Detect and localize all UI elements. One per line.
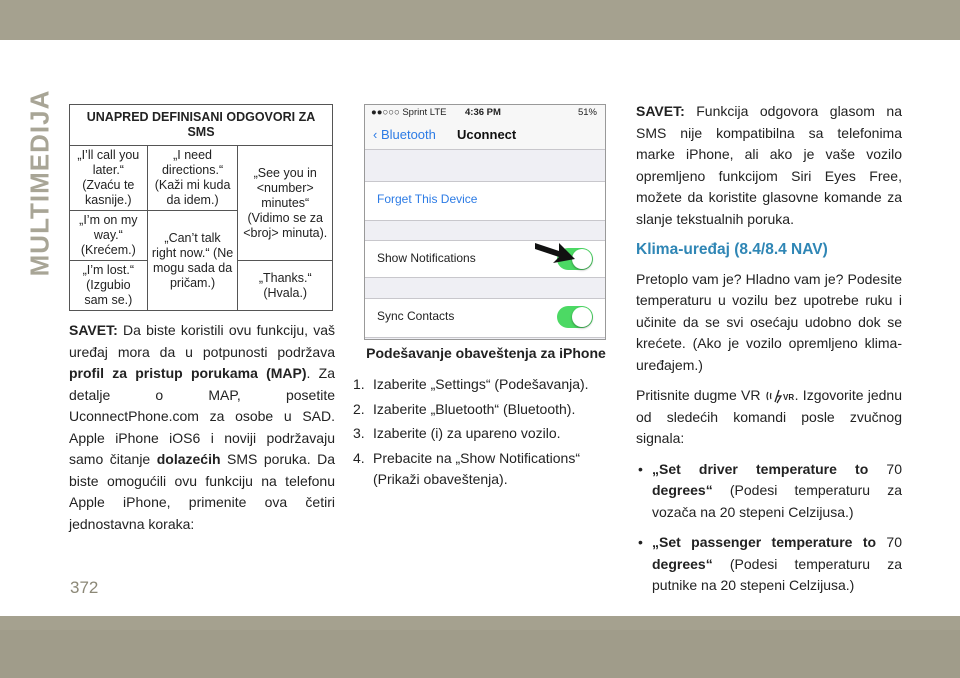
- svg-text:VR: VR: [782, 393, 794, 403]
- section-heading: Klima-uređaj (8.4/8.4 NAV): [636, 241, 828, 258]
- table-header: UNAPRED DEFINISANI ODGOVORI ZA SMS: [70, 105, 333, 146]
- body-paragraph: Pritisnite dugme VR VR . Izgovorite jednu od sledećih komandi posle zvučnog signala:: [636, 387, 902, 446]
- forget-device-label: Forget This Device: [377, 192, 478, 206]
- list-item: 2. Izaberite „Bluetooth“ (Bluetooth).: [353, 400, 576, 417]
- tip-text: Da biste koristili ovu funkciju, vaš uređaj mora da u potpunosti podržava: [69, 322, 335, 360]
- right-column: [636, 101, 902, 606]
- section-tab: [24, 89, 55, 277]
- tip-paragraph-right: SAVET: Funkcija odgovora glasom na SMS nije kompatibilna sa telefonima marke iPhone, ali ako je vaše vozilo opremljeno funkcijom Siri Eyes Free, možete da koristite glasovne komande za slanje tekstualnih poruka.: [636, 103, 902, 227]
- tip-label: SAVET:: [69, 322, 118, 338]
- table-cell: „I’m on my way.“ (Krećem.): [70, 211, 148, 261]
- table-cell: „Can’t talk right now.“ (Ne mogu sada da pričam.): [147, 211, 238, 311]
- section-tab-label: MULTIMEDIJA: [24, 89, 55, 277]
- tip-text: SMS poruka. Da biste omogućili ovu funkciju na telefonu Apple iPhone, primenite ova četiri jednostavna koraka:: [69, 451, 335, 532]
- show-notifications-label: Show Notifications: [377, 251, 476, 265]
- status-bar: [365, 105, 605, 121]
- footer-band-dark: [0, 630, 960, 678]
- sync-contacts-row: [365, 298, 605, 338]
- table-cell: „I’m lost.“ (Izgubio sam se.): [70, 261, 148, 311]
- tip-text: . Za detalje o MAP, posetite UconnectPhone.com za osobe u SAD. Apple iPhone iOS6 i noviji podržavaju samo čitanje: [69, 365, 335, 467]
- page-number: 372: [70, 578, 99, 597]
- list-item: 4. Prebacite na „Show Notifications“ (Prikaži obaveštenja).: [353, 449, 580, 487]
- back-button[interactable]: ‹ Bluetooth: [373, 127, 436, 142]
- battery-level: 51%: [577, 107, 597, 118]
- list-item: 3. Izaberite (i) za upareno vozilo.: [353, 425, 561, 441]
- steps-list: [353, 374, 615, 494]
- nav-bar: [365, 121, 605, 150]
- voice-recognition-icon: [765, 388, 795, 404]
- sync-contacts-label: Sync Contacts: [377, 309, 455, 323]
- sms-replies-table: [69, 104, 333, 311]
- iphone-screenshot: [364, 104, 606, 340]
- pointer-arrow-icon: [535, 237, 575, 265]
- table-cell: „Thanks.“ (Hvala.): [238, 261, 333, 311]
- status-time: 4:36 PM: [465, 107, 501, 118]
- tip-paragraph: [69, 320, 335, 535]
- carrier-label: ●●○○○ Sprint LTE: [371, 107, 447, 118]
- list-item: • „Set passenger temperature to 70 degrees“ (Podesi temperaturu za putnike na 20 stepeni Celzijusa.): [638, 534, 903, 593]
- table-cell: „See you in <number> minutes“ (Vidimo se za <broj> minuta).: [238, 146, 333, 261]
- table-cell: „I’ll call you later.“ (Zvaću te kasnije.): [70, 146, 148, 211]
- sync-contacts-toggle[interactable]: [557, 306, 593, 328]
- list-item: 1. Izaberite „Settings“ (Podešavanja).: [353, 376, 589, 392]
- table-cell: „I need directions.“ (Kaži mi kuda da idem.): [147, 146, 238, 211]
- tip-bold: dolazećih: [156, 451, 221, 467]
- nav-title: Uconnect: [457, 127, 517, 142]
- figure-caption: Podešavanje obaveštenja za iPhone: [366, 345, 606, 361]
- forget-device-row[interactable]: [365, 181, 605, 221]
- list-item: • „Set driver temperature to 70 degrees“ (Podesi temperaturu za vozača na 20 stepeni Celzijusa.): [638, 460, 903, 520]
- body-paragraph: Pretoplo vam je? Hladno vam je? Podesite temperaturu u vozilu bez upotrebe ruku i učinite da se svi osećaju udobno dok se krećete. (Ako je vozilo opremljeno klima-uređajem.): [636, 270, 902, 373]
- header-band: [0, 0, 960, 40]
- sms-replies-table-wrap: [69, 104, 333, 309]
- tip-bold: profil za pristup porukama (MAP): [69, 365, 307, 381]
